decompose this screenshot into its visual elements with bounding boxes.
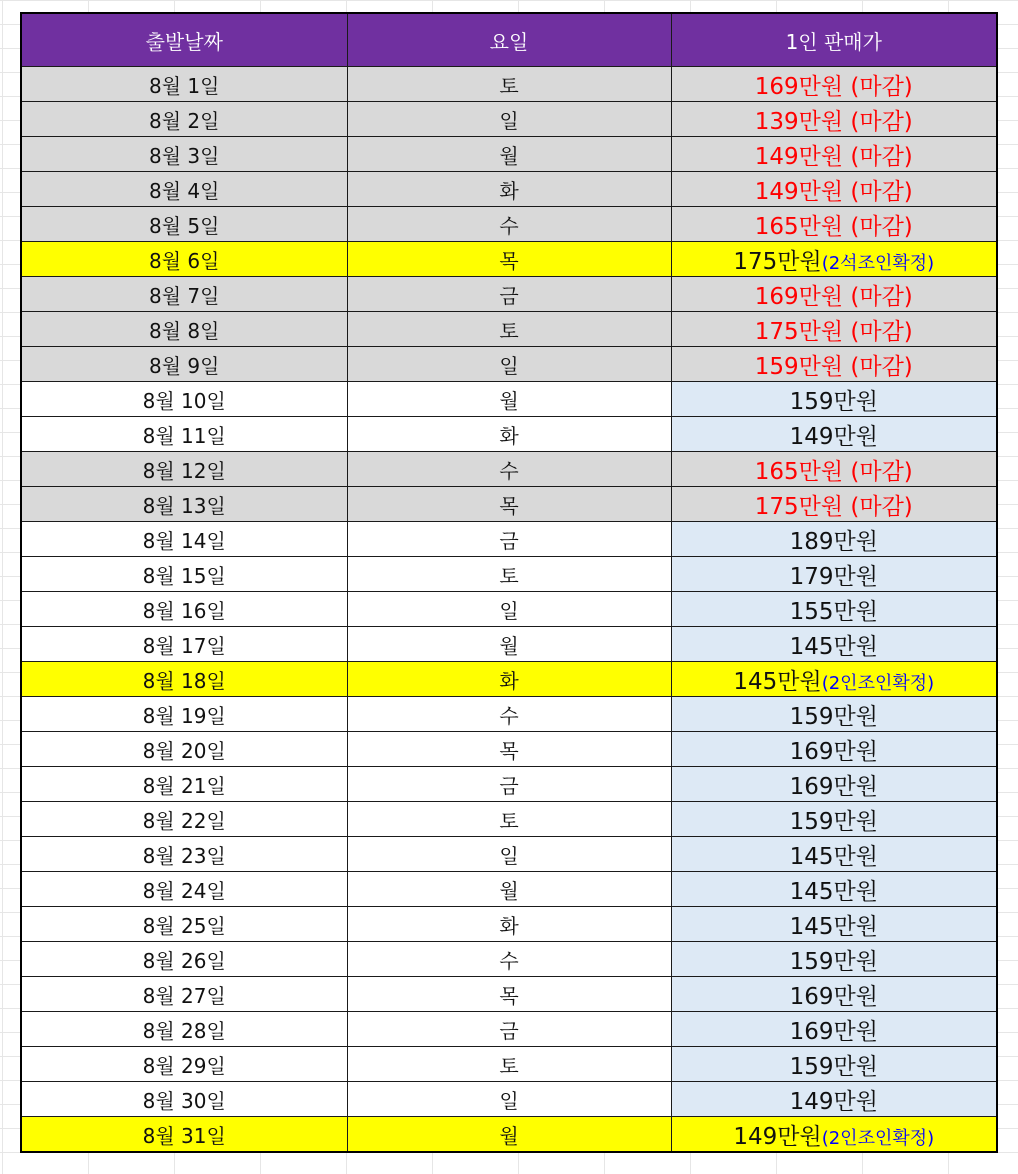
cell-weekday[interactable]: 수 [347,452,671,487]
header-price-per-person[interactable]: 1인 판매가 [671,13,997,67]
cell-departure-date[interactable]: 8월 6일 [21,242,347,277]
cell-departure-date[interactable]: 8월 5일 [21,207,347,242]
cell-weekday[interactable]: 수 [347,942,671,977]
cell-weekday[interactable]: 월 [347,1117,671,1153]
cell-price[interactable] [671,312,997,347]
cell-weekday[interactable]: 목 [347,732,671,767]
table-row [21,137,997,172]
cell-price[interactable] [671,592,997,627]
cell-departure-date[interactable]: 8월 4일 [21,172,347,207]
cell-departure-date[interactable]: 8월 14일 [21,522,347,557]
cell-weekday[interactable]: 토 [347,67,671,102]
join-confirmed-note: (2석조인확정) [821,252,935,274]
price-value: 159만원 [789,948,878,975]
cell-price[interactable] [671,767,997,802]
cell-departure-date[interactable]: 8월 17일 [21,627,347,662]
cell-departure-date[interactable]: 8월 30일 [21,1082,347,1117]
header-departure-date[interactable]: 출발날짜 [21,13,347,67]
price-value: 175만원 (마감) [754,318,913,345]
table-row [21,907,997,942]
price-value: 169만원 [789,983,878,1010]
cell-price[interactable] [671,102,997,137]
cell-departure-date[interactable]: 8월 13일 [21,487,347,522]
table-row [21,417,997,452]
price-value: 149만원 (마감) [754,143,913,170]
price-value: 145만원 [789,878,878,905]
price-value: 159만원 [789,808,878,835]
cell-departure-date[interactable]: 8월 15일 [21,557,347,592]
cell-price[interactable] [671,557,997,592]
cell-departure-date[interactable]: 8월 18일 [21,662,347,697]
table-row [21,172,997,207]
cell-weekday[interactable]: 금 [347,1012,671,1047]
cell-weekday[interactable]: 목 [347,977,671,1012]
price-value: 155만원 [789,598,878,625]
price-value: 145만원 [733,668,822,695]
price-value: 159만원 [789,1053,878,1080]
cell-departure-date[interactable]: 8월 12일 [21,452,347,487]
price-value: 175만원 (마감) [754,493,913,520]
table-row [21,1082,997,1117]
table-row [21,487,997,522]
price-value: 145만원 [789,843,878,870]
cell-price[interactable] [671,522,997,557]
cell-departure-date[interactable]: 8월 11일 [21,417,347,452]
price-value: 169만원 [789,773,878,800]
cell-weekday[interactable]: 월 [347,872,671,907]
cell-departure-date[interactable]: 8월 20일 [21,732,347,767]
price-value: 179만원 [789,563,878,590]
cell-weekday[interactable]: 화 [347,907,671,942]
price-value: 149만원 [789,423,878,450]
price-value: 149만원 (마감) [754,178,913,205]
join-confirmed-note: (2인조인확정) [821,1127,935,1149]
cell-weekday[interactable]: 일 [347,1082,671,1117]
cell-weekday[interactable]: 일 [347,102,671,137]
table-row [21,942,997,977]
price-value: 145만원 [789,633,878,660]
cell-departure-date[interactable]: 8월 16일 [21,592,347,627]
departure-price-table [20,12,998,1153]
price-value: 159만원 (마감) [754,353,913,380]
table-row [21,627,997,662]
table-row [21,1047,997,1082]
table-header [21,13,997,67]
cell-price[interactable] [671,67,997,102]
cell-weekday[interactable]: 월 [347,382,671,417]
price-value: 189만원 [789,528,878,555]
price-value: 145만원 [789,913,878,940]
table-row [21,802,997,837]
cell-weekday[interactable]: 목 [347,487,671,522]
table-row [21,277,997,312]
cell-weekday[interactable]: 목 [347,242,671,277]
cell-price[interactable] [671,417,997,452]
price-value: 175만원 [733,248,822,275]
cell-weekday[interactable]: 월 [347,627,671,662]
cell-departure-date[interactable]: 8월 29일 [21,1047,347,1082]
price-value: 159만원 [789,703,878,730]
cell-weekday[interactable]: 화 [347,172,671,207]
cell-price[interactable] [671,172,997,207]
price-value: 165만원 (마감) [754,458,913,485]
cell-weekday[interactable]: 일 [347,592,671,627]
cell-price[interactable] [671,277,997,312]
cell-weekday[interactable]: 토 [347,802,671,837]
cell-departure-date[interactable]: 8월 1일 [21,67,347,102]
table-row [21,977,997,1012]
join-confirmed-note: (2인조인확정) [821,672,935,694]
price-value: 149만원 [733,1123,822,1150]
price-value: 169만원 [789,1018,878,1045]
cell-price[interactable] [671,837,997,872]
table-row [21,557,997,592]
cell-weekday[interactable]: 일 [347,837,671,872]
cell-price[interactable] [671,242,997,277]
cell-price[interactable] [671,802,997,837]
table-row [21,452,997,487]
cell-price[interactable] [671,487,997,522]
cell-weekday[interactable]: 월 [347,137,671,172]
cell-price[interactable] [671,732,997,767]
cell-price[interactable] [671,1047,997,1082]
cell-departure-date[interactable]: 8월 9일 [21,347,347,382]
cell-departure-date[interactable]: 8월 26일 [21,942,347,977]
cell-price[interactable] [671,977,997,1012]
cell-weekday[interactable]: 토 [347,557,671,592]
table-row [21,872,997,907]
table-row [21,1117,997,1153]
price-value: 139만원 (마감) [754,108,913,135]
table-row [21,662,997,697]
table-row [21,522,997,557]
table-row [21,767,997,802]
cell-departure-date[interactable]: 8월 3일 [21,137,347,172]
cell-departure-date[interactable]: 8월 22일 [21,802,347,837]
cell-price[interactable] [671,1082,997,1117]
cell-departure-date[interactable]: 8월 2일 [21,102,347,137]
cell-price[interactable] [671,697,997,732]
table-row [21,207,997,242]
table-row [21,382,997,417]
cell-weekday[interactable]: 토 [347,1047,671,1082]
cell-price[interactable] [671,627,997,662]
cell-departure-date[interactable]: 8월 19일 [21,697,347,732]
cell-departure-date[interactable]: 8월 31일 [21,1117,347,1153]
table-row [21,1012,997,1047]
cell-departure-date[interactable]: 8월 25일 [21,907,347,942]
table-row [21,732,997,767]
table-row [21,242,997,277]
cell-price[interactable] [671,942,997,977]
cell-weekday[interactable]: 수 [347,207,671,242]
cell-weekday[interactable]: 금 [347,277,671,312]
table-row [21,592,997,627]
cell-departure-date[interactable]: 8월 24일 [21,872,347,907]
cell-weekday[interactable]: 수 [347,697,671,732]
cell-price[interactable] [671,1117,997,1153]
cell-departure-date[interactable]: 8월 23일 [21,837,347,872]
table-row [21,102,997,137]
table-row [21,697,997,732]
cell-departure-date[interactable]: 8월 27일 [21,977,347,1012]
cell-price[interactable] [671,137,997,172]
header-row [21,13,997,67]
cell-price[interactable] [671,907,997,942]
cell-departure-date[interactable]: 8월 8일 [21,312,347,347]
cell-price[interactable] [671,382,997,417]
price-value: 149만원 [789,1088,878,1115]
cell-departure-date[interactable]: 8월 10일 [21,382,347,417]
table-row [21,347,997,382]
cell-departure-date[interactable]: 8월 28일 [21,1012,347,1047]
cell-weekday[interactable]: 금 [347,767,671,802]
cell-departure-date[interactable]: 8월 21일 [21,767,347,802]
header-weekday[interactable]: 요일 [347,13,671,67]
cell-price[interactable] [671,347,997,382]
cell-price[interactable] [671,662,997,697]
price-value: 159만원 [789,388,878,415]
cell-departure-date[interactable]: 8월 7일 [21,277,347,312]
cell-weekday[interactable]: 화 [347,662,671,697]
cell-weekday[interactable]: 화 [347,417,671,452]
table-row [21,837,997,872]
price-value: 165만원 (마감) [754,213,913,240]
price-value: 169만원 (마감) [754,283,913,310]
cell-price[interactable] [671,452,997,487]
table-row [21,312,997,347]
cell-price[interactable] [671,872,997,907]
cell-price[interactable] [671,1012,997,1047]
price-value: 169만원 [789,738,878,765]
price-value: 169만원 (마감) [754,73,913,100]
table-row [21,67,997,102]
cell-price[interactable] [671,207,997,242]
cell-weekday[interactable]: 일 [347,347,671,382]
cell-weekday[interactable]: 토 [347,312,671,347]
table-body [21,67,997,1153]
cell-weekday[interactable]: 금 [347,522,671,557]
